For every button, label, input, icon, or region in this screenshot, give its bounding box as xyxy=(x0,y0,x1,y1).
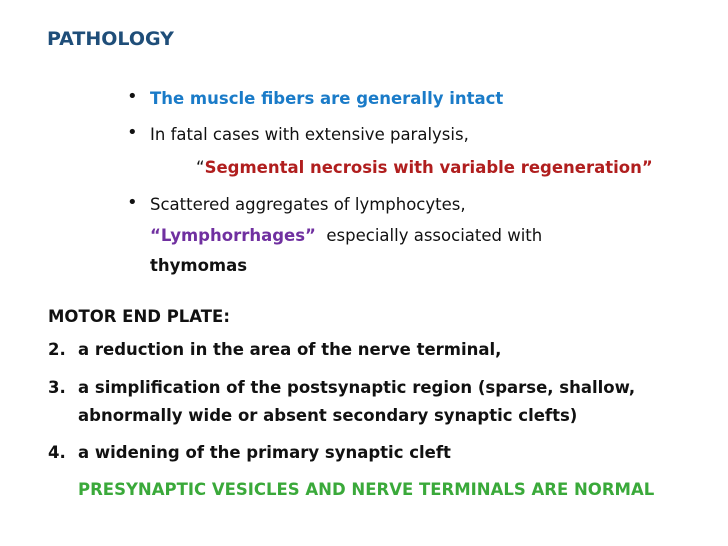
presynaptic-normal-note: PRESYNAPTIC VESICLES AND NERVE TERMINALS ARE NORMAL xyxy=(78,480,655,499)
lymphorrhages-line xyxy=(150,226,542,245)
quote-open: “ xyxy=(196,158,205,177)
list-number: 4. xyxy=(48,443,66,462)
bullet-marker: • xyxy=(127,192,138,213)
list-item-continuation: abnormally wide or absent secondary synaptic clefts) xyxy=(78,406,578,425)
list-text: a simplification of the postsynaptic region (sparse, shallow, xyxy=(78,378,636,397)
bullet-fatal-cases: In fatal cases with extensive paralysis, xyxy=(150,125,469,144)
thymomas-text: thymomas xyxy=(150,256,248,275)
list-number: 3. xyxy=(48,378,66,397)
page-title: PATHOLOGY xyxy=(47,28,174,50)
bullet-fibers-intact: The muscle fibers are generally intact xyxy=(150,89,504,108)
motor-end-plate-heading: MOTOR END PLATE: xyxy=(48,307,230,326)
segmental-necrosis-line xyxy=(196,158,653,177)
bullet-lymphocytes: Scattered aggregates of lymphocytes, xyxy=(150,195,466,214)
lymphorrhages-term: “Lymphorrhages” xyxy=(150,226,316,245)
list-item xyxy=(48,378,635,397)
list-item xyxy=(48,443,451,462)
associated-text: especially associated with xyxy=(326,226,543,245)
list-item xyxy=(48,340,501,359)
bullet-marker: • xyxy=(127,122,138,143)
segmental-necrosis-text: Segmental necrosis with variable regeneration” xyxy=(204,158,653,177)
list-number: 2. xyxy=(48,340,66,359)
list-text: a reduction in the area of the nerve terminal, xyxy=(78,340,502,359)
bullet-marker: • xyxy=(127,86,138,107)
list-text: a widening of the primary synaptic cleft xyxy=(78,443,451,462)
